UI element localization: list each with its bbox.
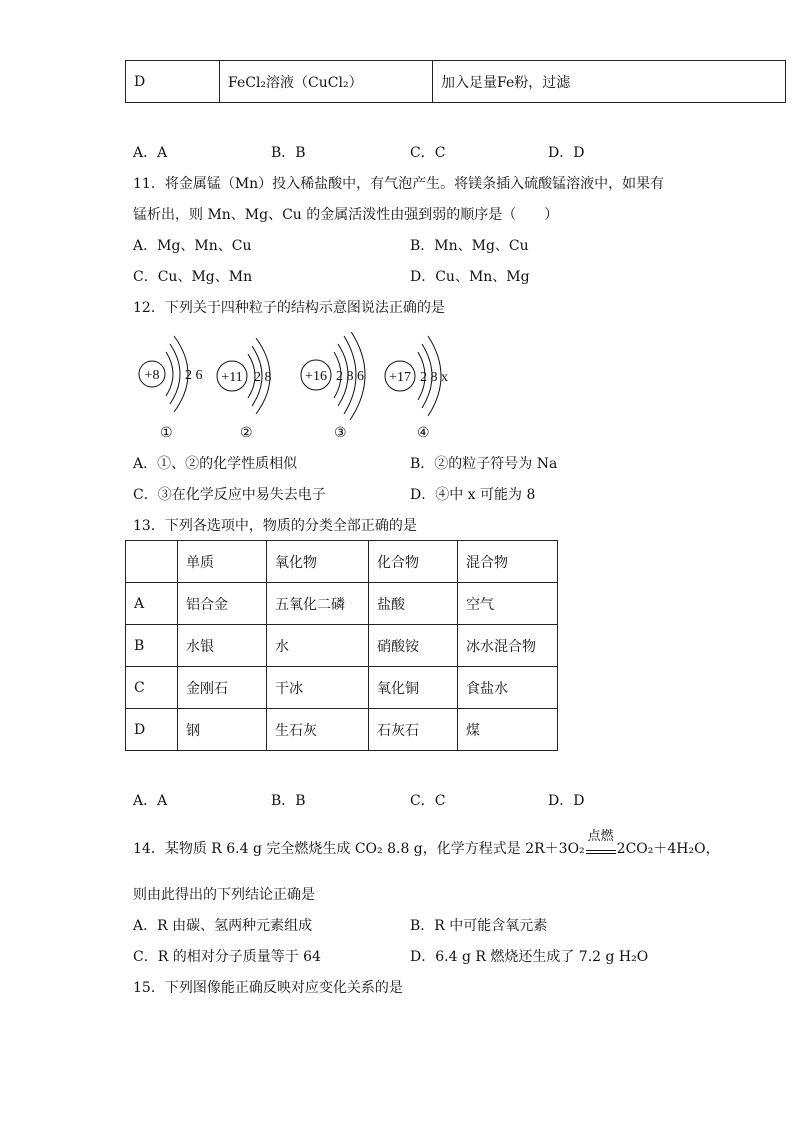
table-cell: 干冰 xyxy=(267,667,369,709)
table-cell: 食盐水 xyxy=(458,667,558,709)
table-cell: D xyxy=(126,709,178,751)
q13-option-c: C．C xyxy=(410,793,446,809)
table-row xyxy=(126,709,558,751)
atom-4-label: ④ xyxy=(417,426,430,441)
atom-3-shells: 2 8 6 xyxy=(336,369,364,384)
q12-stem: 12．下列关于四种粒子的结构示意图说法正确的是 xyxy=(133,300,445,316)
table-header-cell: 单质 xyxy=(178,541,267,583)
table-cell: FeCl₂溶液（CuCl₂） xyxy=(220,61,433,103)
table-cell: 加入足量Fe粉，过滤 xyxy=(433,61,786,103)
atom-2-nucleus: +11 xyxy=(221,370,243,385)
q12-option-c: C．③在化学反应中易失去电子 xyxy=(133,487,326,503)
table-cell: 盐酸 xyxy=(369,583,458,625)
table-header-cell xyxy=(126,541,178,583)
table-header-row xyxy=(126,541,558,583)
q11-option-d: D．Cu、Mn、Mg xyxy=(410,269,530,285)
table-cell: 五氧化二磷 xyxy=(267,583,369,625)
table-header-cell: 化合物 xyxy=(369,541,458,583)
atom-2-shells: 2 8 xyxy=(254,370,272,385)
atom-1-shells: 2 6 xyxy=(185,368,203,383)
table-cell: B xyxy=(126,625,178,667)
atom-4-shells: 2 8 x xyxy=(420,370,448,385)
table-cell: A xyxy=(126,583,178,625)
table-header-cell: 混合物 xyxy=(458,541,558,583)
table-cell: D xyxy=(126,61,220,103)
table-row xyxy=(126,583,558,625)
q15-stem: 15．下列图像能正确反映对应变化关系的是 xyxy=(133,980,403,996)
top-table xyxy=(125,60,786,103)
atom-3 xyxy=(301,332,365,441)
reaction-condition: 点燃 xyxy=(585,841,617,857)
table-cell: 钢 xyxy=(178,709,267,751)
q11-option-c: C．Cu、Mg、Mn xyxy=(133,269,253,285)
table-cell: 水 xyxy=(267,625,369,667)
q11-stem-line2: 锰析出，则 Mn、Mg、Cu 的金属活泼性由强到弱的顺序是（ ） xyxy=(133,207,559,223)
atom-1 xyxy=(139,336,203,441)
table-cell: C xyxy=(126,667,178,709)
q14-option-a: A．R 由碳、氢两种元素组成 xyxy=(133,918,313,934)
q13-table xyxy=(125,540,558,751)
q11-stem-line1: 11．将金属锰（Mn）投入稀盐酸中，有气泡产生。将镁条插入硫酸锰溶液中，如果有 xyxy=(133,176,665,192)
atom-structure-diagrams xyxy=(130,332,470,442)
q11-option-a: A．Mg、Mn、Cu xyxy=(133,238,252,254)
table-cell: 水银 xyxy=(178,625,267,667)
q14-stem-b: 2CO₂＋4H₂O， xyxy=(616,841,720,857)
q10-option-d: D．D xyxy=(548,145,585,161)
q13-option-d: D．D xyxy=(548,793,585,809)
atom-4 xyxy=(385,336,448,441)
q12-option-a: A．①、②的化学性质相似 xyxy=(133,456,298,472)
atom-1-nucleus: +8 xyxy=(144,368,160,383)
table-row xyxy=(126,667,558,709)
q14-option-d: D．6.4 g R 燃烧还生成了 7.2 g H₂O xyxy=(410,949,649,965)
q14-option-b: B．R 中可能含氧元素 xyxy=(410,918,548,934)
table-cell: 金刚石 xyxy=(178,667,267,709)
table-row xyxy=(126,61,786,103)
q10-option-b: B．B xyxy=(271,145,306,161)
q14-option-c: C．R 的相对分子质量等于 64 xyxy=(133,949,321,965)
atom-3-label: ③ xyxy=(334,426,347,441)
q11-option-b: B．Mn、Mg、Cu xyxy=(410,238,529,254)
q14-stem-a: 14．某物质 R 6.4 g 完全燃烧生成 CO₂ 8.8 g，化学方程式是 2R＋3O₂ xyxy=(133,841,585,857)
table-cell: 氧化铜 xyxy=(369,667,458,709)
table-row xyxy=(126,625,558,667)
table-cell: 冰水混合物 xyxy=(458,625,558,667)
table-cell: 石灰石 xyxy=(369,709,458,751)
q10-option-c: C．C xyxy=(410,145,446,161)
q13-stem: 13．下列各选项中，物质的分类全部正确的是 xyxy=(133,518,417,534)
table-cell: 铝合金 xyxy=(178,583,267,625)
table-cell: 硝酸铵 xyxy=(369,625,458,667)
table-cell: 空气 xyxy=(458,583,558,625)
q12-option-b: B．②的粒子符号为 Na xyxy=(410,456,558,472)
q13-option-b: B．B xyxy=(271,793,306,809)
table-cell: 煤 xyxy=(458,709,558,751)
atom-2-label: ② xyxy=(240,426,253,441)
q14-stem-line2: 则由此得出的下列结论正确是 xyxy=(133,887,315,903)
q13-option-a: A．A xyxy=(133,793,168,809)
q10-option-a: A．A xyxy=(133,145,168,161)
table-header-cell: 氧化物 xyxy=(267,541,369,583)
atom-4-nucleus: +17 xyxy=(389,370,411,385)
atom-1-label: ① xyxy=(160,426,173,441)
atom-2 xyxy=(217,338,272,441)
atom-3-nucleus: +16 xyxy=(305,369,327,384)
table-cell: 生石灰 xyxy=(267,709,369,751)
q12-option-d: D．④中 x 可能为 8 xyxy=(410,487,536,503)
q14-stem xyxy=(133,829,720,858)
